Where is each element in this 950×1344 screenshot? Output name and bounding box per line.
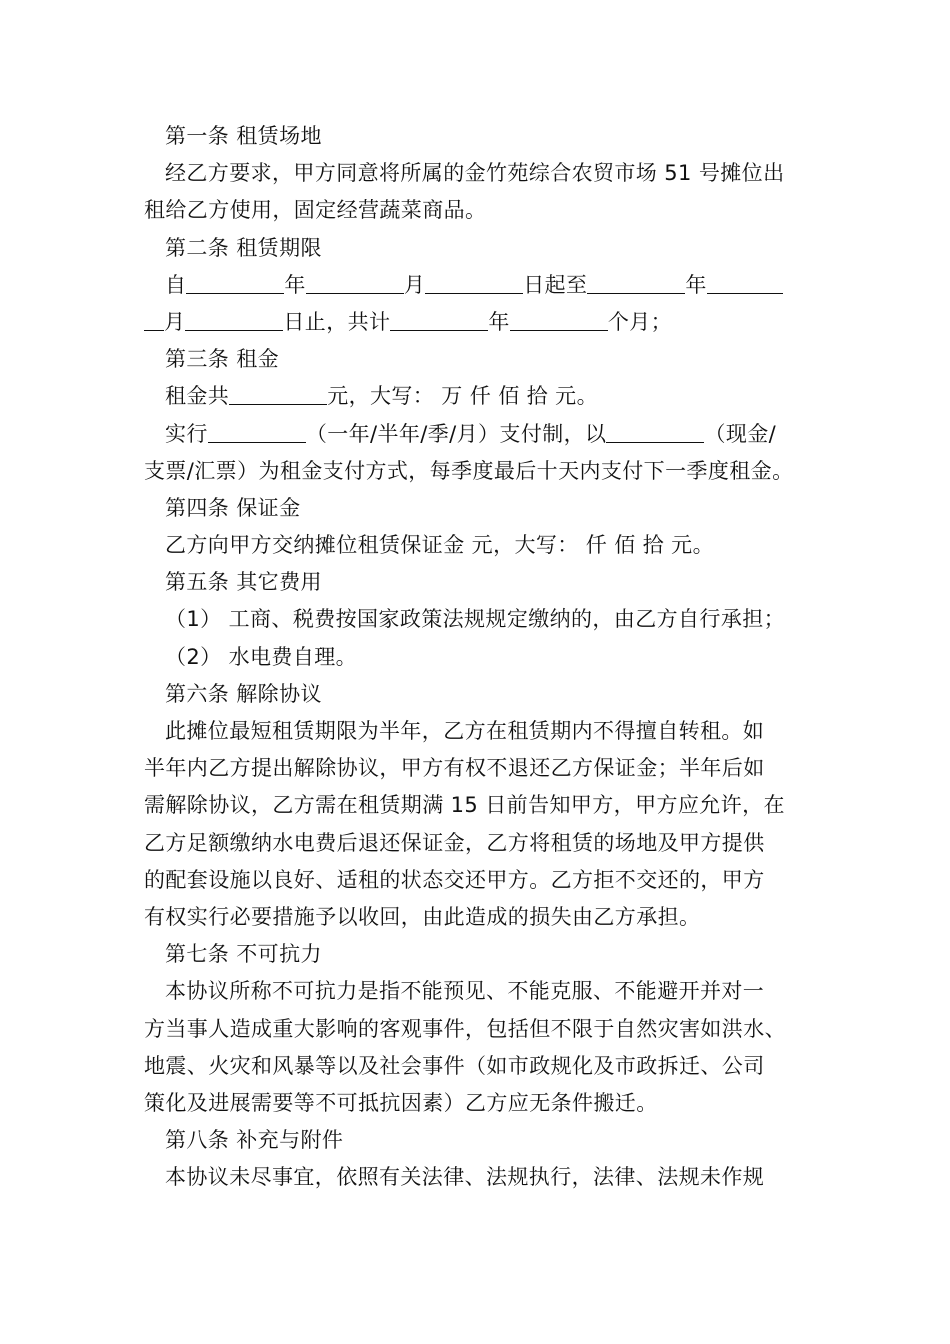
line-text: 年 — [284, 272, 306, 297]
fill-in-blank — [587, 271, 685, 294]
paragraph-line: 租给乙方使用，固定经营蔬菜商品。 — [144, 198, 487, 223]
fill-in-blank — [185, 308, 283, 331]
line-text: 年 — [488, 309, 510, 334]
line-text: 月 — [164, 309, 186, 334]
paragraph-line: （1） 工商、税费按国家政策法规规定缴纳的，由乙方自行承担； — [165, 607, 786, 632]
fill-in-blank — [390, 308, 488, 331]
payment-method-line — [144, 416, 834, 453]
fill-in-blank — [144, 308, 164, 331]
line-text: 租金共 — [165, 384, 230, 409]
section-heading: 第八条 补充与附件 — [165, 1128, 344, 1153]
paragraph-line: 乙方向甲方交纳摊位租赁保证金 元，大写： 仟 佰 拾 元。 — [165, 533, 714, 558]
rent-amount-line — [144, 378, 834, 415]
fill-in-blank — [306, 271, 404, 294]
section-heading: 第六条 解除协议 — [165, 681, 322, 706]
paragraph-line: 有权实行必要措施予以收回，由此造成的损失由乙方承担。 — [144, 904, 701, 929]
line-text: （一年/半年/季/月）支付制，以 — [305, 421, 607, 446]
fill-in-blank — [186, 271, 284, 294]
section-heading: 第七条 不可抗力 — [165, 942, 322, 967]
paragraph-line: 方当事人造成重大影响的客观事件，包括但不限于自然灾害如洪水、 — [144, 1016, 786, 1041]
paragraph-line: 本协议所称不可抗力是指不能预见、不能克服、不能避开并对一 — [165, 979, 765, 1004]
fill-in-blank — [707, 271, 783, 294]
section-heading: 第一条 租赁场地 — [165, 124, 322, 148]
lease-term-line-1 — [144, 267, 834, 304]
paragraph-line: 半年内乙方提出解除协议，甲方有权不退还乙方保证金；半年后如 — [144, 756, 765, 781]
paragraph-line: 策化及进展需要等不可抵抗因素）乙方应无条件搬迁。 — [144, 1090, 658, 1115]
paragraph-line: 需解除协议，乙方需在租赁期满 15 日前告知甲方，甲方应允许，在 — [144, 793, 785, 818]
document-body — [144, 118, 834, 1196]
line-text: 日起至 — [523, 272, 588, 297]
fill-in-blank — [606, 420, 704, 443]
paragraph-line: 乙方足额缴纳水电费后退还保证金，乙方将租赁的场地及甲方提供 — [144, 830, 765, 855]
line-text: 个月； — [607, 309, 673, 334]
line-text: （现金/ — [704, 421, 777, 446]
fill-in-blank — [229, 382, 327, 405]
paragraph-line: 支票/汇票）为租金支付方式，每季度最后十天内支付下一季度租金。 — [144, 458, 794, 483]
line-text: 自 — [165, 272, 187, 297]
paragraph-line: 的配套设施以良好、适租的状态交还甲方。乙方拒不交还的，甲方 — [144, 867, 765, 892]
section-heading: 第四条 保证金 — [165, 495, 301, 520]
fill-in-blank — [208, 420, 306, 443]
line-text: 实行 — [165, 421, 208, 446]
line-text: 日止，共计 — [283, 309, 391, 334]
paragraph-line: （2） 水电费自理。 — [165, 644, 358, 669]
fill-in-blank — [425, 271, 523, 294]
section-heading: 第五条 其它费用 — [165, 570, 322, 595]
line-text: 年 — [685, 272, 707, 297]
paragraph-line: 本协议未尽事宜，依照有关法律、法规执行，法律、法规未作规 — [165, 1165, 765, 1190]
line-text: 月 — [403, 272, 426, 297]
paragraph-line: 地震、火灾和风暴等以及社会事件（如市政规化及市政拆迁、公司 — [144, 1053, 765, 1078]
paragraph-line: 此摊位最短租赁期限为半年，乙方在租赁期内不得擅自转租。如 — [165, 719, 765, 743]
section-heading: 第三条 租金 — [165, 347, 280, 372]
lease-term-line-2 — [144, 304, 834, 341]
paragraph-line: 经乙方要求，甲方同意将所属的金竹苑综合农贸市场 51 号摊位出 — [165, 161, 785, 186]
section-heading: 第二条 租赁期限 — [165, 235, 322, 260]
line-text: 元，大写： 万 仟 佰 拾 元。 — [327, 384, 598, 409]
fill-in-blank — [510, 308, 608, 331]
